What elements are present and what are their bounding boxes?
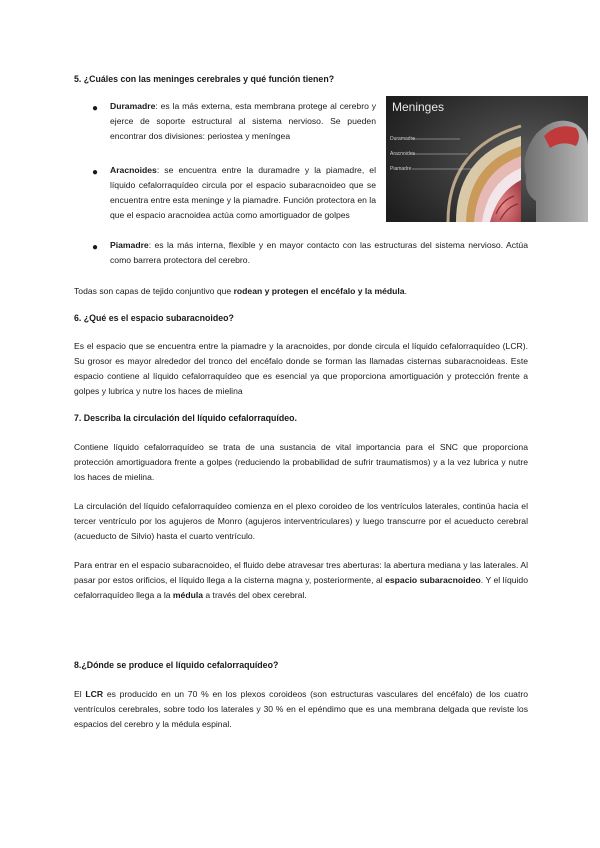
question-7-paragraph-1: Contiene líquido cefalorraquídeo se trata de una sustancia de vital importancia para el SNC que proporciona protección amortiguadora frente a golpes (reduciendo la probabilidad de sufrir traumatismos) y a la vez lubrica y nutre los haces de mielina. (74, 442, 528, 482)
aracnoides-description: : se encuentra entre la duramadre y la piamadre, el líquido cefalorraquídeo circula por el espacio subaracnoideo que se encuentra entre esta meninge y la piamadre. Función protectora en la que el espacio aracnoidea actúa como amortiguador de golpes (110, 165, 376, 220)
bullet-dot: ● (92, 242, 99, 253)
bullet-dot: ● (92, 103, 99, 114)
term-piamadre: Piamadre (110, 240, 149, 250)
figure-title: Meninges (392, 100, 445, 114)
piamadre-description: : es la más interna, flexible y en mayor contacto con las estructuras del sistema nervioso. Actúa como barrera protectora del cerebro. (110, 240, 528, 265)
figure-label-piamadre: Piamadre (390, 166, 412, 172)
p3-bold-subarachnoid: espacio subaracnoideo (385, 575, 481, 585)
p3-text-a: Para entrar en el espacio subaracnoideo, el fluido debe atravesar tres aberturas: la abertura mediana y las laterales. Al pasar por estos orificios, el líquido llega a la cisterna magna y, posteriormente, al (74, 560, 528, 585)
meninges-diagram (386, 96, 588, 222)
meninge-piamadre (110, 238, 528, 268)
meninge-aracnoides (110, 163, 376, 223)
p3-bold-medula: médula (172, 590, 203, 600)
p3-text-e: a través del obex cerebral. (203, 590, 307, 600)
q8-text-c: es producido en un 70 % en los plexos coroideos (son estructuras vasculares del encéfalo) de los cuatro ventrículos cerebrales, sobre todo los laterales y 30 % en el epéndimo que es una membrana delgada que reviste los espacios del cerebro y la médula espinal. (74, 689, 528, 729)
p3-text-c: . Y el líquido cefalorraquídeo llega a la (74, 575, 528, 600)
q8-text-a: El (74, 689, 86, 699)
question-6-heading: 6. ¿Qué es el espacio subaracnoideo? (74, 313, 234, 323)
term-aracnoides: Aracnoides (110, 165, 157, 175)
question-7-paragraph-2: La circulación del líquido cefalorraquídeo comienza en el plexo coroideo de los ventrículos laterales, continúa hacia el tercer ventrículo por los agujeros de Monro (agujeros interventriculares) y luego transcurre por el acueducto cerebral (acueducto de Silvio) hasta el cuarto ventrículo. (74, 501, 528, 541)
question-7-paragraph-3 (74, 558, 528, 603)
question-8-answer (74, 687, 528, 732)
question-6-answer: Es el espacio que se encuentra entre la piamadre y la aracnoides, por donde circula el líquido cefalorraquídeo (LCR). Su grosor es mayor alrededor del tronco del encéfalo donde se forman las llamadas cisternas subaracnoideas. Este espacio contiene al líquido cefalorraquídeo que es esencial ya que proporciona amortiguación y protección frente a golpes y lubrica y nutre los haces de mielina (74, 341, 528, 396)
figure-label-duramadre: Duramadre (390, 136, 416, 142)
term-duramadre: Duramadre (110, 101, 156, 111)
duramadre-description: : es la más externa, esta membrana protege al cerebro y ejerce de soporte estructural al sistema nervioso. Se pueden encontrar dos divisiones: periostea y meníngea (110, 101, 376, 141)
figure-label-aracnoides: Aracnoides (390, 151, 416, 157)
summary-emphasis: rodean y protegen el encéfalo y la médula (233, 286, 405, 296)
question-7-heading: 7. Describa la circulación del líquido cefalorraquídeo. (74, 413, 297, 423)
q8-bold-lcr: LCR (85, 689, 104, 699)
meninges-summary (74, 284, 528, 299)
question-8-heading: 8.¿Dónde se produce el líquido cefalorraquídeo? (74, 660, 279, 670)
question-5-heading: 5. ¿Cuáles con las meninges cerebrales y qué función tienen? (74, 74, 335, 84)
bullet-dot: ● (92, 167, 99, 178)
meninges-illustration (386, 96, 588, 222)
summary-text: Todas son capas de tejido conjuntivo que (74, 286, 234, 296)
summary-end: . (404, 286, 407, 296)
meninge-duramadre (110, 99, 376, 144)
